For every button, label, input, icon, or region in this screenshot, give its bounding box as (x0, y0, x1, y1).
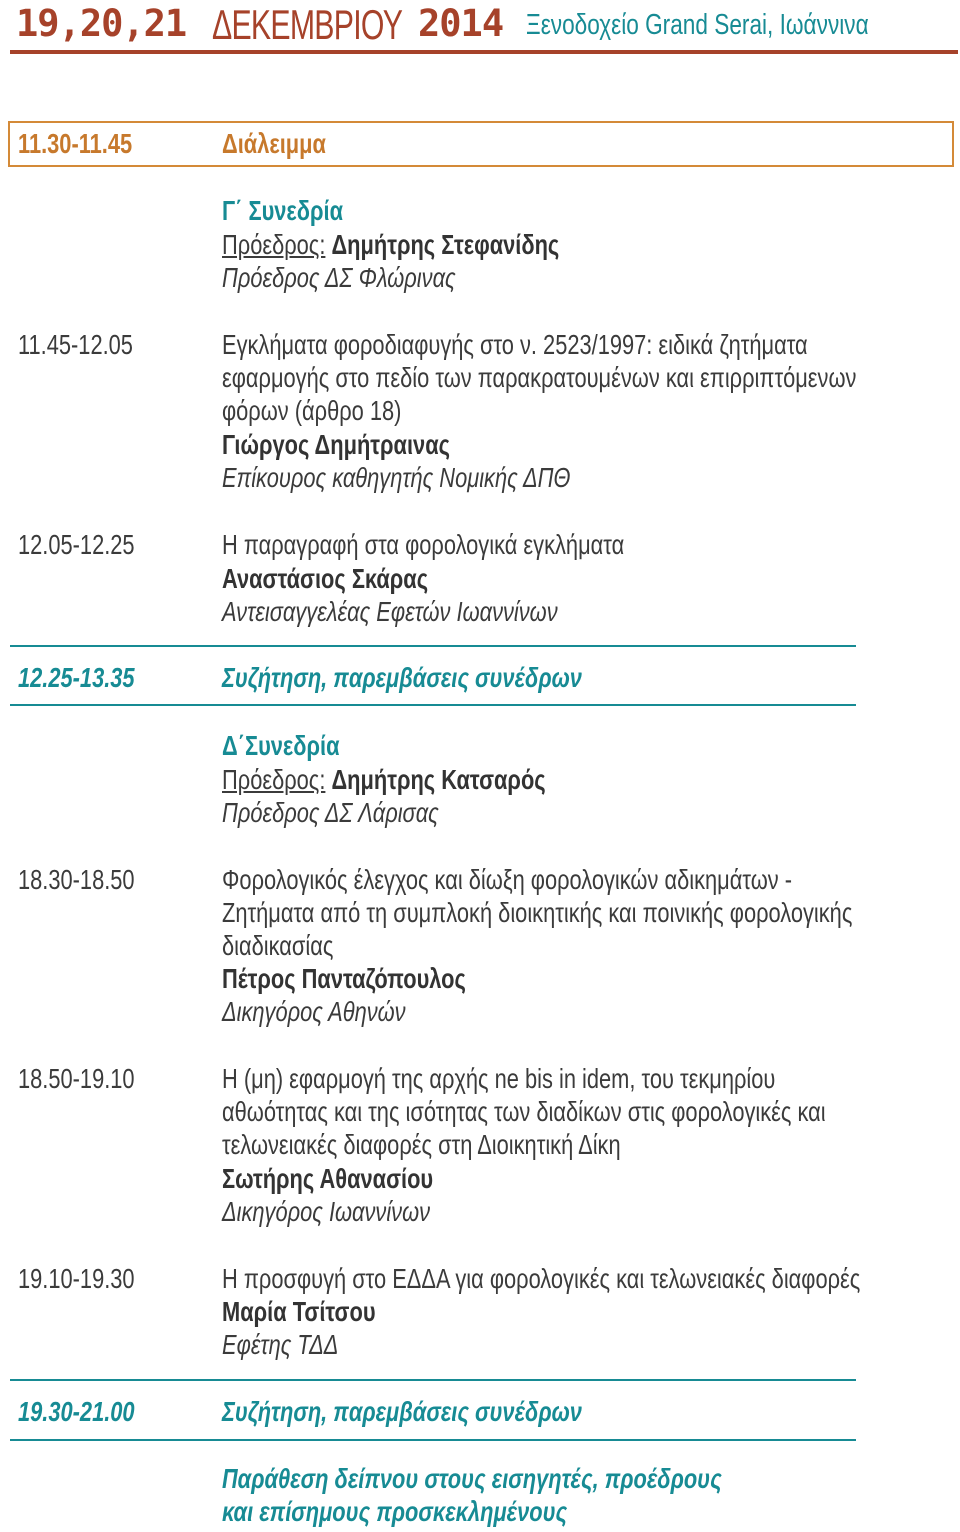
talk-time: 19.10-19.30 (18, 1263, 135, 1294)
talk-speaker: Αναστάσιος Σκάρας (222, 563, 429, 594)
talk-title-line: Ζητήματα από τη συμπλοκή διοικητικής και ποινικής φορολογικής (222, 897, 853, 928)
talk-title-line: Η παραγραφή στα φορολογικά εγκλήματα (222, 529, 625, 560)
page-header (16, 0, 960, 48)
chair-label: Πρόεδρος: (222, 229, 326, 260)
talk-title-line: Η (μη) εφαρμογή της αρχής ne bis in idem, του τεκμηρίου (222, 1063, 776, 1094)
discussion-time: 12.25-13.35 (18, 662, 135, 693)
talk-title-line: διαδικασίας (222, 930, 334, 961)
talk-speaker-role: Εφέτης ΤΔΔ (222, 1329, 339, 1360)
session-d-chair (222, 763, 546, 796)
session-c-chair (222, 228, 559, 261)
divider (10, 1439, 856, 1441)
talk-title-line: Η προσφυγή στο ΕΔΔΑ για φορολογικές και τελωνειακές διαφορές (222, 1263, 861, 1294)
break-time: 11.30-11.45 (18, 128, 133, 159)
chair-label: Πρόεδρος: (222, 764, 326, 795)
break-box (8, 121, 954, 167)
divider (10, 1379, 856, 1381)
talk-speaker-role: Δικηγόρος Ιωαννίνων (222, 1196, 431, 1227)
talk-speaker: Γιώργος Δημήτραινας (222, 429, 450, 460)
divider (10, 645, 856, 647)
talk-time: 11.45-12.05 (18, 329, 133, 360)
talk-speaker: Μαρία Τσίτσου (222, 1296, 376, 1327)
talk-title-line: Φορολογικός έλεγχος και δίωξη φορολογικών αδικημάτων - (222, 864, 793, 895)
talk-title-line: εφαρμογής στο πεδίο των παρακρατουμένων και επιρριπτόμενων (222, 362, 857, 393)
talk-title-line: τελωνειακές διαφορές στη Διοικητική Δίκη (222, 1129, 621, 1160)
header-month: ΔΕΚΕΜΒΡΙΟΥ (212, 1, 403, 48)
talk-time: 12.05-12.25 (18, 529, 135, 560)
header-divider (10, 50, 958, 54)
discussion-time: 19.30-21.00 (18, 1396, 135, 1427)
chair-name: Δημήτρης Κατσαρός (331, 764, 546, 795)
talk-time: 18.50-19.10 (18, 1063, 135, 1094)
session-c-chair-role: Πρόεδρος ΔΣ Φλώρινας (222, 262, 456, 293)
chair-name: Δημήτρης Στεφανίδης (331, 229, 560, 260)
talk-time: 18.30-18.50 (18, 864, 135, 895)
talk-speaker: Πέτρος Πανταζόπουλος (222, 963, 466, 994)
dinner-line: Παράθεση δείπνου στους εισηγητές, προέδρους (222, 1463, 722, 1494)
talk-speaker-role: Αντεισαγγελέας Εφετών Ιωαννίνων (222, 596, 558, 627)
header-dates: 19,20,21 (16, 2, 187, 45)
session-d-title: Δ΄Συνεδρία (222, 730, 340, 761)
header-year: 2014 (418, 2, 504, 45)
talk-title-line: Εγκλήματα φοροδιαφυγής στο ν. 2523/1997: ειδικά ζητήματα (222, 329, 808, 360)
talk-speaker: Σωτήρης Αθανασίου (222, 1163, 434, 1194)
divider (10, 704, 856, 706)
dinner-line: και επίσημους προσκεκλημένους (222, 1496, 568, 1527)
header-venue: Ξενοδοχείο Grand Serai, Ιωάννινα (526, 9, 869, 41)
talk-title-line: φόρων (άρθρο 18) (222, 395, 402, 426)
talk-speaker-role: Επίκουρος καθηγητής Νομικής ΔΠΘ (222, 462, 571, 493)
talk-speaker-role: Δικηγόρος Αθηνών (222, 996, 406, 1027)
break-label: Διάλειμμα (222, 128, 326, 159)
session-c-title: Γ΄ Συνεδρία (222, 195, 344, 226)
discussion-label: Συζήτηση, παρεμβάσεις συνέδρων (222, 662, 582, 693)
session-d-chair-role: Πρόεδρος ΔΣ Λάρισας (222, 797, 439, 828)
talk-title-line: αθωότητας και της ισότητας των διαδίκων στις φορολογικές και (222, 1096, 826, 1127)
discussion-label: Συζήτηση, παρεμβάσεις συνέδρων (222, 1396, 582, 1427)
